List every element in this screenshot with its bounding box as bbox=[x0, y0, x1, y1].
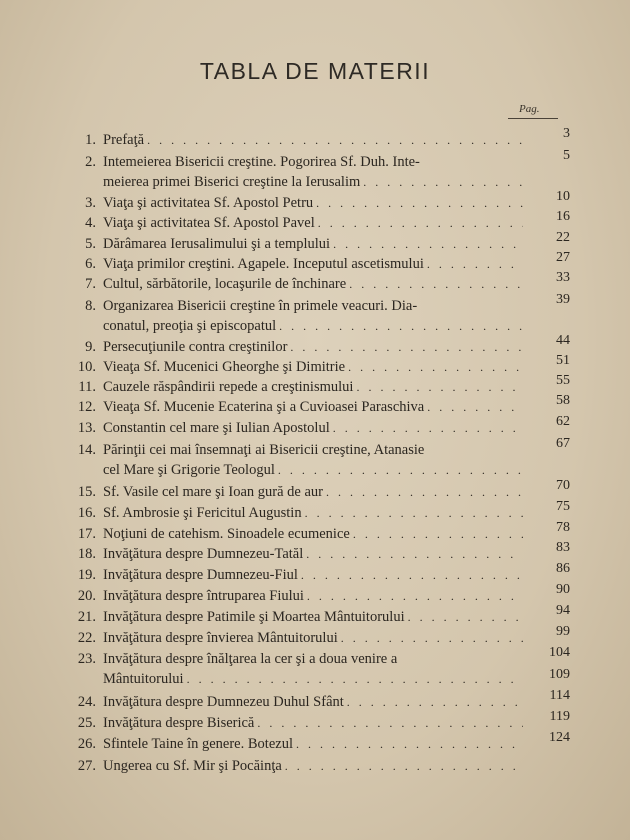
leader-dots bbox=[424, 254, 523, 274]
toc-entry-title: Sf. Vasile cel mare şi Ioan gură de aur bbox=[103, 484, 323, 500]
toc-entry-page: 83 bbox=[556, 540, 570, 555]
toc-entry-page: 124 bbox=[549, 730, 570, 745]
toc-entry bbox=[0, 645, 630, 687]
toc-entry-title: Viaţa şi activitatea Sf. Apostol Petru bbox=[103, 195, 314, 211]
toc-entry-title: Părinţii cei mai însemnaţi ai Bisericii creştine, Atanasie bbox=[103, 442, 425, 458]
toc-entry-page: 90 bbox=[556, 582, 570, 597]
toc-entry-title-line bbox=[103, 234, 523, 254]
leader-dots bbox=[345, 357, 523, 377]
toc-entry-page: 39 bbox=[556, 292, 570, 307]
toc-entry-title: Mântuitorului bbox=[103, 671, 184, 687]
toc-entry-title-line bbox=[103, 440, 523, 460]
toc-entry-title: Viaţa primilor creştini. Agapele. Inceputul ascetismului bbox=[103, 256, 424, 272]
toc-entry-title-line bbox=[103, 669, 523, 689]
leader-dots bbox=[275, 460, 523, 480]
toc-entry-title-line bbox=[103, 607, 523, 627]
toc-entry-title-line bbox=[103, 649, 523, 669]
toc-entry bbox=[0, 292, 630, 334]
toc-entry-number: 23. bbox=[77, 651, 96, 667]
toc-entry-number: 15. bbox=[77, 484, 96, 500]
toc-entry-number: 9. bbox=[85, 339, 96, 355]
toc-entry-title: Invăţătura despre Dumnezeu-Tatăl bbox=[103, 546, 304, 562]
toc-entry-page: 104 bbox=[549, 645, 570, 660]
toc-entry-title: Sf. Ambrosie şi Fericitul Augustin bbox=[103, 505, 302, 521]
toc-entry bbox=[0, 148, 630, 190]
toc-entry-page: 27 bbox=[556, 250, 570, 265]
toc-entry-number: 7. bbox=[85, 276, 96, 292]
toc-entry-number: 16. bbox=[77, 505, 96, 521]
toc-entry-page: 75 bbox=[556, 499, 570, 514]
toc-entry-title: Organizarea Bisericii creştine în primele veacuri. Dia- bbox=[103, 298, 418, 314]
toc-entry-title-line bbox=[103, 460, 523, 480]
toc-entry-number: 6. bbox=[85, 256, 96, 272]
toc-entry-title: Invăţătura despre Patimile şi Moartea Mântuitorului bbox=[103, 609, 405, 625]
toc-entry-number: 22. bbox=[77, 630, 96, 646]
toc-entry-title-line bbox=[103, 756, 523, 776]
leader-dots bbox=[293, 734, 523, 754]
toc-entry-title-line bbox=[103, 734, 523, 754]
toc-entry-title: Invăţătura despre Biserică bbox=[103, 715, 255, 731]
leader-dots bbox=[330, 234, 523, 254]
toc-entry-number: 17. bbox=[77, 526, 96, 542]
toc-entry-number: 5. bbox=[85, 236, 96, 252]
toc-entry-title: Ungerea cu Sf. Mir şi Pocăinţa bbox=[103, 758, 282, 774]
toc-entry-title-line bbox=[103, 628, 523, 648]
leader-dots bbox=[350, 524, 523, 544]
toc-entry-number: 25. bbox=[77, 715, 96, 731]
page-column-rule bbox=[508, 118, 558, 119]
toc-entry-page: 70 bbox=[556, 478, 570, 493]
toc-entry-number: 4. bbox=[85, 215, 96, 231]
toc-entry-number: 20. bbox=[77, 588, 96, 604]
leader-dots bbox=[254, 713, 523, 733]
toc-entry-page: 16 bbox=[556, 209, 570, 224]
toc-entry-number: 24. bbox=[77, 694, 96, 710]
toc-entry-title-line bbox=[103, 337, 523, 357]
toc-entry-number: 19. bbox=[77, 567, 96, 583]
toc-entry-title: Intemeierea Bisericii creştine. Pogorirea Sf. Duh. Inte- bbox=[103, 154, 420, 170]
toc-entry-page: 86 bbox=[556, 561, 570, 576]
toc-entry-number: 26. bbox=[77, 736, 96, 752]
toc-entry-title-line bbox=[103, 713, 523, 733]
toc-entry-page: 99 bbox=[556, 624, 570, 639]
toc-entry-title: Invăţătura despre Dumnezeu-Fiul bbox=[103, 567, 298, 583]
toc-entry-title: Dărâmarea Ierusalimului şi a templului bbox=[103, 236, 331, 252]
toc-entry-page: 10 bbox=[556, 189, 570, 204]
leader-dots bbox=[360, 172, 523, 192]
leader-dots bbox=[344, 692, 523, 712]
toc-entry-number: 12. bbox=[77, 399, 96, 415]
leader-dots bbox=[302, 503, 523, 523]
toc-entry-number: 13. bbox=[77, 420, 96, 436]
toc-entry-title-line bbox=[103, 544, 523, 564]
toc-entry-title-line bbox=[103, 586, 523, 606]
leader-dots bbox=[346, 274, 523, 294]
leader-dots bbox=[330, 418, 523, 438]
toc-entry-title-line bbox=[103, 397, 523, 417]
leader-dots bbox=[405, 607, 523, 627]
toc-entry-title-line bbox=[103, 152, 523, 172]
toc-entry-page: 94 bbox=[556, 603, 570, 618]
toc-entry-page: 62 bbox=[556, 414, 570, 429]
toc-entry-title: Sfintele Taine în genere. Botezul bbox=[103, 736, 293, 752]
toc-entry-number: 3. bbox=[85, 195, 96, 211]
toc-entry-page: 44 bbox=[556, 333, 570, 348]
leader-dots bbox=[282, 756, 523, 776]
toc-entry-page: 119 bbox=[549, 709, 570, 724]
toc-entry-title-line bbox=[103, 274, 523, 294]
toc-entry-title-line bbox=[103, 213, 523, 233]
toc-entry-title-line bbox=[103, 357, 523, 377]
toc-entry-title: Invăţătura despre Dumnezeu Duhul Sfânt bbox=[103, 694, 344, 710]
toc-entry-title-line bbox=[103, 503, 523, 523]
toc-entry-page: 5 bbox=[563, 148, 570, 163]
leader-dots bbox=[338, 628, 523, 648]
toc-entry-page: 51 bbox=[556, 353, 570, 368]
leader-dots bbox=[298, 565, 523, 585]
toc-entry-page: 3 bbox=[563, 126, 570, 141]
toc-entry-number: 10. bbox=[77, 359, 96, 375]
toc-entry-title-line bbox=[103, 193, 523, 213]
page-title: TABLA DE MATERII bbox=[199, 58, 431, 84]
toc-entry-number: 8. bbox=[85, 298, 96, 314]
toc-entry-title-line bbox=[103, 692, 523, 712]
toc-entry-title-line bbox=[103, 316, 523, 336]
toc-entry-title: Constantin cel mare şi Iulian Apostolul bbox=[103, 420, 330, 436]
toc-entry-number: 18. bbox=[77, 546, 96, 562]
toc-entry-page: 67 bbox=[556, 436, 570, 451]
toc-entry-page: 22 bbox=[556, 230, 570, 245]
toc-entry-title-line bbox=[103, 482, 523, 502]
toc-entry-title: cel Mare şi Grigorie Teologul bbox=[103, 462, 275, 478]
leader-dots bbox=[276, 316, 523, 336]
toc-entry-number: 11. bbox=[78, 379, 96, 395]
page-column-label: Pag. bbox=[519, 103, 540, 115]
toc-entry-title: Invăţătura despre întruparea Fiului bbox=[103, 588, 304, 604]
toc-entry-title: Invăţătura despre învierea Mântuitorului bbox=[103, 630, 338, 646]
toc-entry-title: Cultul, sărbătorile, locaşurile de închinare bbox=[103, 276, 347, 292]
toc-entry-title-line bbox=[103, 524, 523, 544]
toc-entry-page: 55 bbox=[556, 373, 570, 388]
toc-entry-title: Vieaţa Sf. Mucenici Gheorghe şi Dimitrie bbox=[103, 359, 346, 375]
toc-entry-title-line bbox=[103, 418, 523, 438]
toc-entry-title: Vieaţa Sf. Mucenie Ecaterina şi a Cuvioasei Paraschiva bbox=[103, 399, 425, 415]
toc-entry-title: Invăţătura despre înălţarea la cer şi a doua venire a bbox=[103, 651, 398, 667]
leader-dots bbox=[144, 130, 523, 150]
leader-dots bbox=[303, 544, 523, 564]
toc-entry bbox=[0, 756, 630, 776]
leader-dots bbox=[313, 193, 523, 213]
toc-entry-number: 14. bbox=[77, 442, 96, 458]
toc-entry-title-line bbox=[103, 172, 523, 192]
toc-entry-number: 27. bbox=[77, 758, 96, 774]
toc-entry-title: Viaţa şi activitatea Sf. Apostol Pavel bbox=[103, 215, 315, 231]
toc-entry-title-line bbox=[103, 565, 523, 585]
toc-entry-page: 58 bbox=[556, 393, 570, 408]
toc-entry-title: meierea primei Biserici creştine la Ierusalim bbox=[103, 174, 361, 190]
toc-entry-page: 114 bbox=[549, 688, 570, 703]
toc-entry bbox=[0, 730, 630, 754]
toc-entry-title-line bbox=[103, 296, 523, 316]
toc-entry-title-line bbox=[103, 254, 523, 274]
toc-entry-page: 33 bbox=[556, 270, 570, 285]
toc-entry-number: 21. bbox=[77, 609, 96, 625]
toc-entry-title: Noţiuni de catehism. Sinoadele ecumenice bbox=[103, 526, 350, 542]
toc-entry bbox=[0, 436, 630, 478]
toc-entry-title: Persecuţiunile contra creştinilor bbox=[103, 339, 288, 355]
toc-entry-page: 109 bbox=[549, 667, 570, 682]
toc-entry-number: 2. bbox=[85, 154, 96, 170]
toc-entry-title-line bbox=[103, 130, 523, 150]
leader-dots bbox=[184, 669, 523, 689]
leader-dots bbox=[287, 337, 523, 357]
leader-dots bbox=[315, 213, 523, 233]
toc-entry-title: Cauzele răspândirii repede a creştinismului bbox=[103, 379, 354, 395]
toc-entry-page: 78 bbox=[556, 520, 570, 535]
toc-entry-number: 1. bbox=[85, 132, 96, 148]
toc-entry-title: conatul, preoţia şi episcopatul bbox=[103, 318, 277, 334]
leader-dots bbox=[353, 377, 523, 397]
toc-entry-title: Prefaţă bbox=[103, 132, 145, 148]
leader-dots bbox=[424, 397, 523, 417]
leader-dots bbox=[304, 586, 523, 606]
leader-dots bbox=[323, 482, 523, 502]
toc-entry-title-line bbox=[103, 377, 523, 397]
